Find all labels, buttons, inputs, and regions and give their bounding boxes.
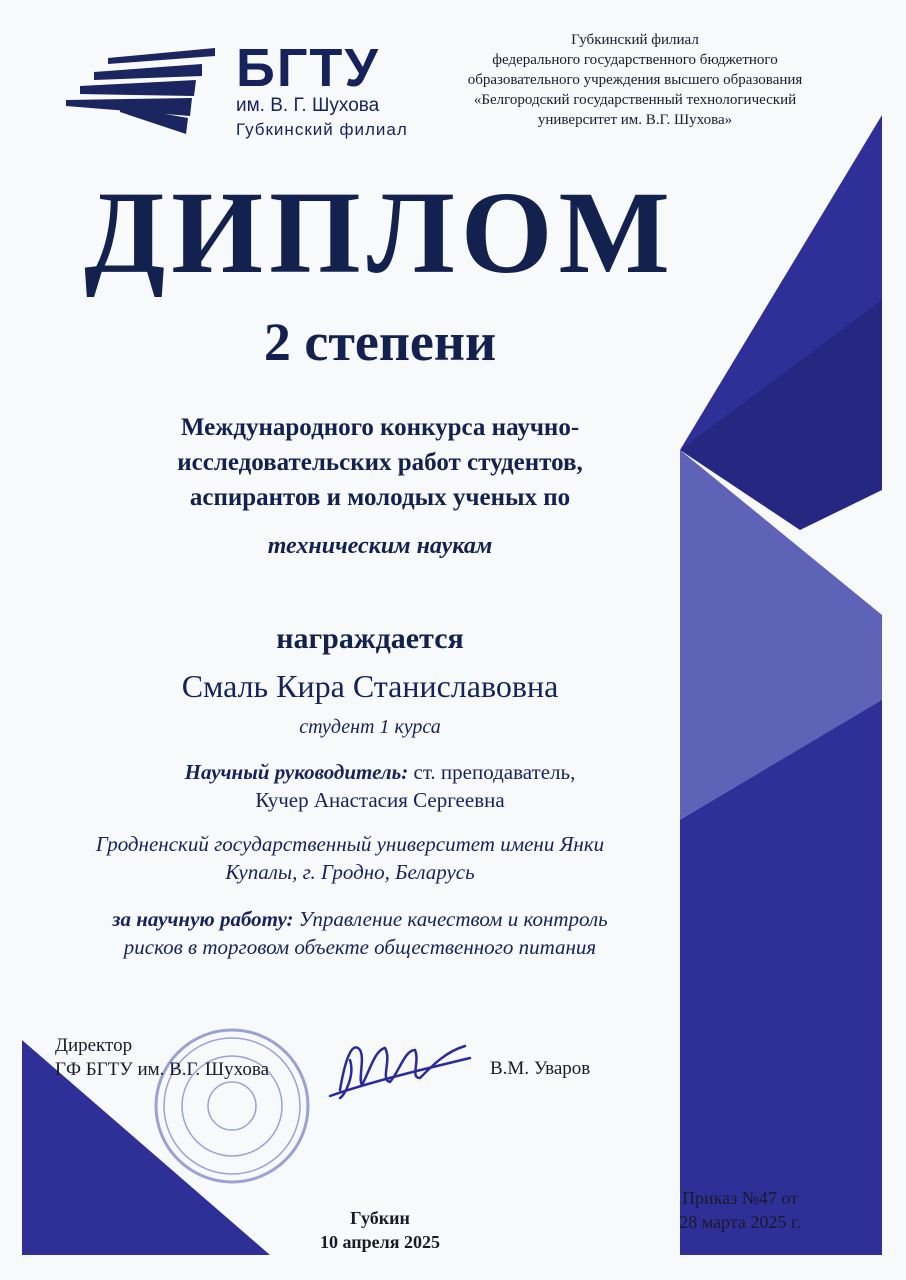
university-line: Купалы, г. Гродно, Беларусь xyxy=(225,860,475,884)
logo-subtitle: им. В. Г. Шухова xyxy=(236,95,380,116)
place-date xyxy=(290,1206,470,1254)
contest-line: исследовательских работ студентов, xyxy=(177,449,583,476)
contest-line: Международного конкурса научно- xyxy=(180,414,580,441)
logo xyxy=(236,40,408,142)
diploma-degree: 2 степени xyxy=(263,312,497,372)
director-line: Директор xyxy=(55,1035,133,1056)
header-line: образовательного учреждения высшего образования xyxy=(467,72,803,88)
director-title xyxy=(55,1034,269,1082)
header-line: университет им. В.Г. Шухова» xyxy=(537,112,733,128)
header-line: федерального государственного бюджетного xyxy=(492,52,778,68)
city: Губкин xyxy=(350,1208,410,1228)
director-line: ГФ БГТУ им. В.Г. Шухова xyxy=(55,1059,270,1080)
signer-name: В.М. Уваров xyxy=(490,1058,591,1079)
logo-emblem-icon xyxy=(66,48,215,134)
issue-date: 10 апреля 2025 xyxy=(320,1232,440,1252)
work-title: Управление качеством и контроль xyxy=(293,907,608,931)
work-label: за научную работу: xyxy=(112,907,294,931)
work-title-cont: рисков в торговом объекте общественного питания xyxy=(123,935,597,959)
research-work xyxy=(40,905,680,961)
contest-field: техническим наукам xyxy=(267,533,493,559)
supervisor-label: Научный руководитель: xyxy=(184,760,409,784)
signature-icon xyxy=(330,1046,470,1098)
contest-name xyxy=(70,410,690,515)
recipient-name: Смаль Кира Станиславовна xyxy=(181,668,559,704)
institution-header xyxy=(440,30,830,130)
order-line: 28 марта 2025 г. xyxy=(679,1212,801,1232)
diploma-title: ДИПЛОМ xyxy=(84,167,676,298)
supervisor xyxy=(60,758,700,814)
university-line: Гродненский государственный университет имени Янки xyxy=(95,832,605,856)
logo-branch: Губкинский филиал xyxy=(236,120,408,139)
order-reference xyxy=(650,1186,830,1234)
contest-line: аспирантов и молодых ученых по xyxy=(189,484,571,511)
header-line: Губкинский филиал xyxy=(571,32,699,48)
recipient-status: студент 1 курса xyxy=(299,716,441,738)
supervisor-position: ст. преподаватель, xyxy=(408,760,576,784)
university xyxy=(40,830,660,886)
logo-name: БГТУ xyxy=(236,38,381,98)
order-line: Приказ №47 от xyxy=(681,1188,798,1208)
header-line: «Белгородский государственный технологический xyxy=(473,92,797,108)
supervisor-name: Кучер Анастасия Сергеевна xyxy=(255,788,505,812)
awarded-label: награждается xyxy=(276,622,464,655)
